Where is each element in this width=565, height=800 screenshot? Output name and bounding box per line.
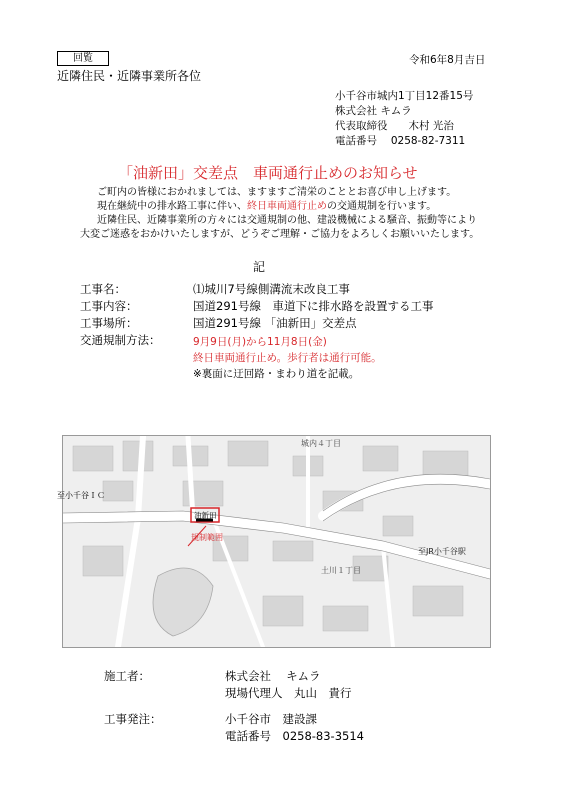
construction-place-label: 工事場所： [80,316,138,330]
notice-title: 「油新田」交差点 車両通行止めのお知らせ [118,164,418,182]
contractor-company: 株式会社 キムラ [225,669,321,683]
construction-content-label: 工事内容： [80,299,138,313]
issue-date: 令和6年8月吉日 [409,54,486,66]
contractor-label: 施工者： [104,669,150,683]
orderer-org: 小千谷市 建設課 [225,712,317,726]
map-label-jonai: 城内４丁目 [301,439,341,448]
map-graphic [63,436,490,647]
map-label-station: 至JR小千谷駅 [418,547,466,556]
orderer-label: 工事発注： [104,712,162,726]
contractor-agent: 現場代理人 丸山 貴行 [225,686,352,700]
ki-heading: 記 [253,260,266,274]
sender-phone: 電話番号 0258-82-7311 [335,135,466,147]
body-line-3: 近隣住民、近隣事業所の方々には交通規制の他、建設機械による騒音、振動等により [97,215,477,226]
construction-place-value: 国道291号線 「油新田」交差点 [193,316,357,330]
construction-content-value: 国道291号線 車道下に排水路を設置する工事 [193,299,434,313]
sender-company: 株式会社 キムラ [335,105,412,117]
traffic-method-dates: 9月9日(月)から11月8日(金) [193,336,327,348]
map-label-range: 規制範囲 [191,533,223,542]
body-line-2-pre: 現在継続中の排水路工事に伴い、 [97,201,247,212]
body-line-1: ご町内の皆様におかれましては、ますますご清栄のこととお喜び申し上げます。 [97,187,457,198]
sender-representative: 代表取締役 木村 光治 [335,120,454,132]
construction-name-value: ⑴城川7号線側溝流末改良工事 [193,282,350,296]
body-line-4: 大変ご迷惑をおかけいたしますが、どうぞご理解・ご協力をよろしくお願いいたします。 [80,229,480,240]
map-label-intersection: 油新田 [194,511,217,520]
traffic-method-note: ※裏面に迂回路・まわり道を記載。 [193,368,360,380]
construction-name-label: 工事名： [80,282,126,296]
map-label-ic-outside: 至小千谷ＩＣ [57,491,105,500]
map-label-tsuchikawa: 土川１丁目 [321,566,361,575]
area-map [62,435,491,648]
traffic-method-red: 終日車両通行止め。歩行者は通行可能。 [193,352,382,364]
body-line-2-post: の交通規制を行います。 [327,201,437,212]
traffic-method-label: 交通規制方法： [80,333,161,347]
recipients: 近隣住民・近隣事業所各位 [57,69,202,83]
body-line-2-red: 終日車両通行止め [247,201,327,212]
circular-label: 回覧 [57,51,109,66]
orderer-phone: 電話番号 0258-83-3514 [225,729,364,743]
body-line-2 [97,200,436,214]
sender-address: 小千谷市城内1丁目12番15号 [335,90,474,102]
